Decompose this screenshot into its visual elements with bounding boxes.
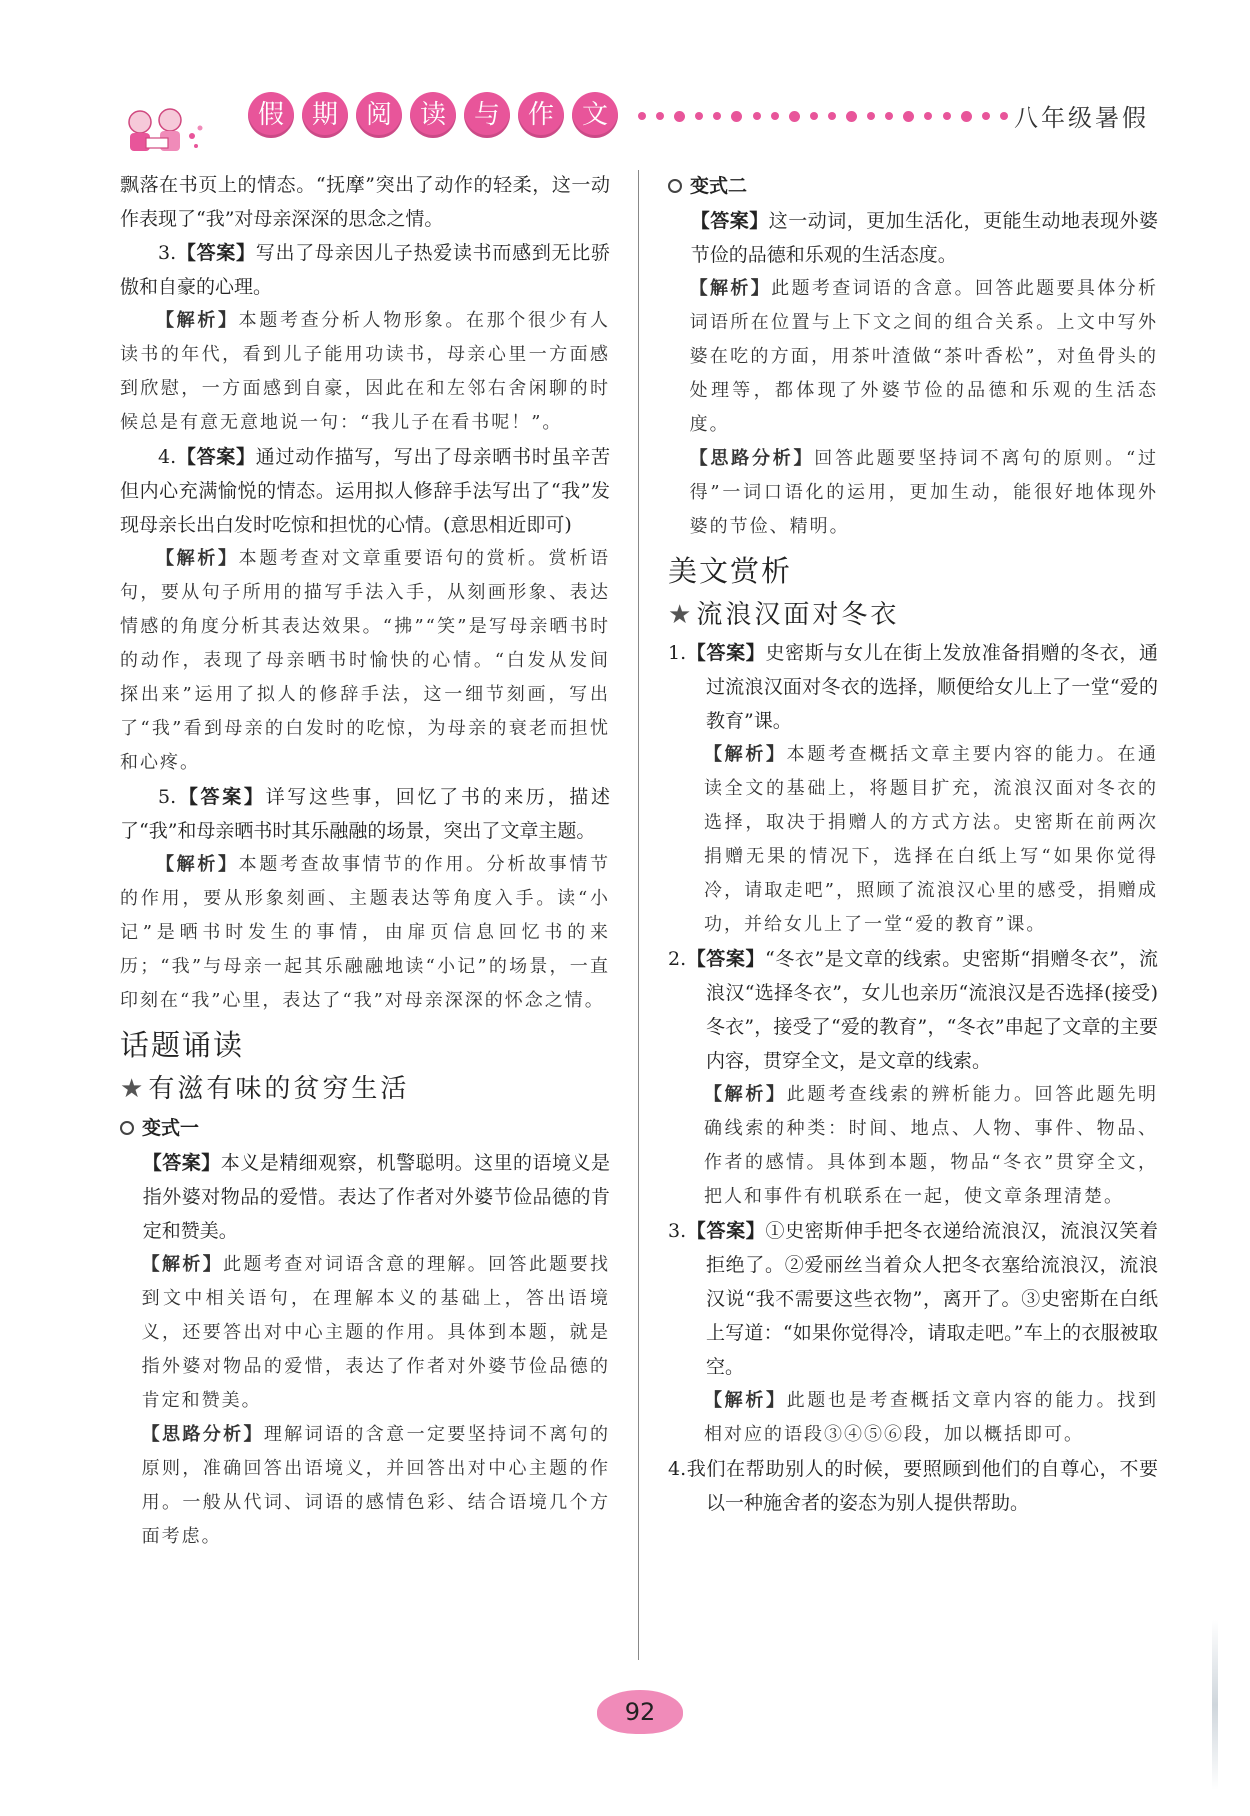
page-edge-shadow [1212,1620,1218,1790]
right-column [668,168,1158,1520]
variant1-analysis: 【解析】此题考查对词语含意的理解。回答此题要找到文中相关语句，在理解本义的基础上，答出语境义，还要答出对中心主题的作用。具体到本题，就是指外婆对物品的爱惜，表达了作者对外婆节俭品德的肯定和赞美。 [141,1254,611,1411]
answer-4-right: 4.我们在帮助别人的时候，要照顾到他们的自尊心，不要以一种施舍者的姿态为别人提供帮助。 [668,1458,1158,1514]
header-badge: 作 [518,92,564,138]
page-header [118,92,1168,148]
variant1-answer: 【答案】本义是精细观察，机警聪明。这里的语境义是指外婆对物品的爱惜。表达了作者对外婆节俭品德的肯定和赞美。 [142,1152,610,1242]
circle-bullet-icon [668,179,682,193]
header-badge: 读 [410,92,456,138]
analysis-4: 【解析】本题考查对文章重要语句的赏析。赏析语句，要从句子所用的描写手法入手，从刻画形象、表达情感的角度分析其表达效果。“拂”“笑”是写母亲晒书时的动作，表现了母亲晒书时愉快的心情。“白发从发间探出来”运用了拟人的修辞手法，这一细节刻画，写出了“我”看到母亲的白发时的吃惊，为母亲的衰老而担忧和心疼。 [120,548,611,773]
star-icon: ★ [120,1074,147,1104]
left-column [120,168,610,1554]
variant-heading: 变式一 [120,1110,610,1146]
article-title: ★有滋有味的贫穷生活 [120,1074,410,1104]
answer-4: 4.【答案】通过动作描写，写出了母亲晒书时虽辛苦但内心充满愉悦的情态。运用拟人修辞手法写出了“我”发现母亲长出白发时吃惊和担忧的心情。(意思相近即可) [120,446,610,536]
analysis-5: 【解析】本题考查故事情节的作用。分析故事情节的作用，要从形象刻画、主题表达等角度入手。读“小记”是晒书时发生的事情，由扉页信息回忆书的来历；“我”与母亲一起其乐融融地读“小记”的场景，一直印刻在“我”心里，表达了“我”对母亲深深的怀念之情。 [120,854,611,1011]
analysis-3-right: 【解析】此题也是考查概括文章内容的能力。找到相对应的语段③④⑤⑥段，加以概括即可。 [704,1390,1159,1445]
page-number-badge [597,1690,683,1734]
grade-label: 八年级暑假 [1014,104,1149,132]
variant2-thinking: 【思路分析】回答此题要坚持词不离句的原则。“过得”一词口语化的运用，更加生动，能很好地体现外婆的节俭、精明。 [689,448,1159,537]
header-badge: 阅 [356,92,402,138]
header-title-badges [248,92,618,138]
star-icon: ★ [668,600,695,630]
page-number: 92 [624,1698,656,1726]
variant-heading: 变式二 [668,168,1158,204]
column-divider [638,170,639,1660]
answer-2: 2.【答案】“冬衣”是文章的线索。史密斯“捐赠冬衣”，流浪汉“选择冬衣”，女儿也亲历“流浪汉是否选择(接受)冬衣”，接受了“爱的教育”，“冬衣”串起了文章的主要内容，贯穿全文，是文章的线索。 [668,948,1158,1072]
answer-3: 3.【答案】写出了母亲因儿子热爱读书而感到无比骄傲和自豪的心理。 [120,242,610,298]
answer-5: 5.【答案】详写这些事，回忆了书的来历，描述了“我”和母亲晒书时其乐融融的场景，突出了文章主题。 [120,786,610,842]
header-badge: 期 [302,92,348,138]
analysis-3: 【解析】本题考查分析人物形象。在那个很少有人读书的年代，看到儿子能用功读书，母亲心里一方面感到欣慰，一方面感到自豪，因此在和左邻右舍闲聊的时候总是有意无意地说一句：“我儿子在看书呢！”。 [120,310,611,433]
variant2-answer: 【答案】这一动词，更加生活化，更能生动地表现外婆节俭的品德和乐观的生活态度。 [690,210,1158,266]
answer-1: 1.【答案】史密斯与女儿在街上发放准备捐赠的冬衣，通过流浪汉面对冬衣的选择，顺便给女儿上了一堂“爱的教育”课。 [668,642,1158,732]
variant1-thinking: 【思路分析】理解词语的含意一定要坚持词不离句的原则，准确回答出语境义，并回答出对中心主题的作用。一般从代词、词语的感情色彩、结合语境几个方面考虑。 [141,1424,611,1547]
analysis-1: 【解析】本题考查概括文章主要内容的能力。在通读全文的基础上，将题目扩充，流浪汉面对冬衣的选择，取决于捐赠人的方式方法。史密斯在前两次捐赠无果的情况下，选择在白纸上写“如果你觉得冷，请取走吧”，照顾了流浪汉心里的感受，捐赠成功，并给女儿上了一堂“爱的教育”课。 [704,744,1159,935]
header-badge: 与 [464,92,510,138]
variant2-analysis: 【解析】此题考查词语的含意。回答此题要具体分析词语所在位置与上下文之间的组合关系。上文中写外婆在吃的方面，用茶叶渣做“茶叶香松”，对鱼骨头的处理等，都体现了外婆节俭的品德和乐观的生活态度。 [689,278,1159,435]
paragraph: 飘落在书页上的情态。“抚摩”突出了动作的轻柔，这一动作表现了“我”对母亲深深的思念之情。 [120,174,610,230]
analysis-2: 【解析】此题考查线索的辨析能力。回答此题先明确线索的种类：时间、地点、人物、事件、物品、作者的感情。具体到本题，物品“冬衣”贯穿全文，把人和事件有机联系在一起，使文章条理清楚。 [704,1084,1159,1207]
section-title: 美文赏析 [668,554,793,588]
header-dotted-line [638,110,1008,122]
children-reading-logo-icon [118,106,208,156]
circle-bullet-icon [120,1121,134,1135]
section-title: 话题诵读 [120,1028,245,1062]
header-badge: 假 [248,92,294,138]
article-title: ★流浪汉面对冬衣 [668,600,900,630]
header-badge: 文 [572,92,618,138]
answer-3-right: 3.【答案】①史密斯伸手把冬衣递给流浪汉，流浪汉笑着拒绝了。②爱丽丝当着众人把冬衣塞给流浪汉，流浪汉说“我不需要这些衣物”，离开了。③史密斯在白纸上写道：“如果你觉得冷，请取走吧。”车上的衣服被取空。 [668,1220,1158,1378]
